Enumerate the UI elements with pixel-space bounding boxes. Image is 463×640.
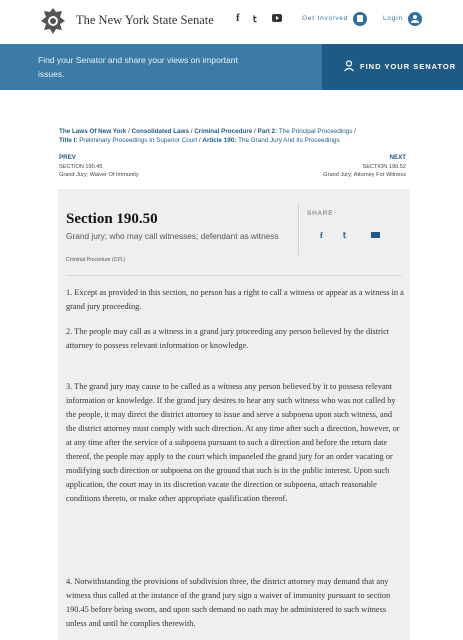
next-label: NEXT [389, 154, 406, 161]
breadcrumb-part-2-desc[interactable]: The Principal Proceedings [278, 128, 353, 135]
share-twitter-icon[interactable]: 𝗍 [343, 230, 347, 240]
breadcrumb-criminal-procedure[interactable]: Criminal Procedure [194, 128, 253, 135]
login-link[interactable]: Login [383, 15, 403, 22]
share-email-icon[interactable] [371, 232, 380, 238]
prev-section-desc: Grand Jury; Waiver Of Immunity [59, 172, 139, 178]
clipboard-icon[interactable] [353, 12, 367, 26]
people-icon [343, 60, 355, 72]
section-paragraph-3: 3. The grand jury may cause to be called as a witness any person believed by it to possess relevant information or knowledge. If the grand jury desires to hear any such witness who was not called by the people, it may direct the district attorney to issue and serve a subpoena upon such witness, and the district attorney must comply with such direction. At any time after such a direction, however, or at any time after the service of a subpoena pursuant to such a direction and before the return date thereof, the people may apply to the court which impaneled the grand jury for an order vacating or modifying such direction or subpoena on the ground that such is in the public interest. Upon such application, the court may in its discretion vacate the direction or subpoena, attach reasonable conditions thereto, or make other appropriate qualification thereof. [66, 382, 400, 503]
breadcrumb-title-1[interactable]: Title I: [59, 137, 78, 144]
section-subtitle: Grand jury; who may call witnesses; defendant as witness [66, 231, 279, 241]
user-icon[interactable] [408, 12, 422, 26]
breadcrumb-part-2[interactable]: Part 2: [257, 128, 278, 135]
find-your-senator-label: FIND YOUR SENATOR [360, 62, 457, 71]
next-section-number: SECTION 190.52 [362, 163, 406, 170]
breadcrumb-article-190-desc[interactable]: The Grand Jury And Its Proceedings [238, 137, 340, 144]
section-title: Section 190.50 [66, 211, 158, 227]
breadcrumb-laws-of-ny[interactable]: The Laws Of New York [59, 128, 127, 135]
find-your-senator-button[interactable] [322, 44, 463, 90]
facebook-icon[interactable]: f [236, 12, 240, 24]
senate-seal-icon[interactable] [40, 7, 66, 35]
section-paragraph-2: 2. The people may call as a witness in a grand jury proceeding any person believed by the district attorney to possess relevant information or knowledge. [66, 327, 390, 350]
prev-label: PREV [59, 154, 76, 161]
site-title[interactable]: The New York State Senate [76, 13, 214, 27]
site-header [0, 0, 463, 44]
banner-text: Find your Senator and share your views on important issues. [38, 55, 238, 79]
section-paragraph-4: 4. Notwithstanding the provisions of subdivision three, the district attorney may demand that any witness thus called at the instance of the grand jury sign a waiver of immunity pursuant to section 190.45 before being sworn, and upon such demand no oath may be administered to such witness unless and until he complies therewith. [66, 577, 391, 628]
section-card [58, 189, 410, 640]
breadcrumb: The Laws Of New York / Consolidated Laws / Criminal Procedure / Part 2: The Principal Proceedings / Title I: Preliminary Proceedings In Superior Court / Article 190: The Grand Jury And Its Proceedings [59, 128, 356, 144]
share-divider [298, 203, 299, 255]
next-section-link[interactable] [323, 154, 406, 180]
breadcrumb-consolidated-laws[interactable]: Consolidated Laws [131, 128, 189, 135]
get-involved-link[interactable]: Get Involved [302, 15, 349, 22]
section-law-name: Criminal Procedure (CPL) [66, 257, 126, 263]
header-divider [66, 275, 402, 276]
section-paragraph-1: 1. Except as provided in this section, no person has a right to call a witness or appear as a witness in a grand jury proceeding. [66, 288, 404, 311]
next-section-desc: Grand Jury; Attorney For Witness [323, 172, 406, 178]
share-label: SHARE [307, 210, 334, 217]
breadcrumb-article-190[interactable]: Article 190: [202, 137, 237, 144]
prev-section-number: SECTION 190.45 [59, 163, 103, 170]
share-facebook-icon[interactable]: f [320, 230, 323, 240]
twitter-icon[interactable]: 𝗍 [253, 14, 257, 24]
youtube-icon[interactable] [272, 14, 282, 22]
find-senator-banner [0, 44, 463, 90]
breadcrumb-title-1-desc[interactable]: Preliminary Proceedings In Superior Court [79, 137, 198, 144]
prev-section-link[interactable] [59, 154, 139, 180]
